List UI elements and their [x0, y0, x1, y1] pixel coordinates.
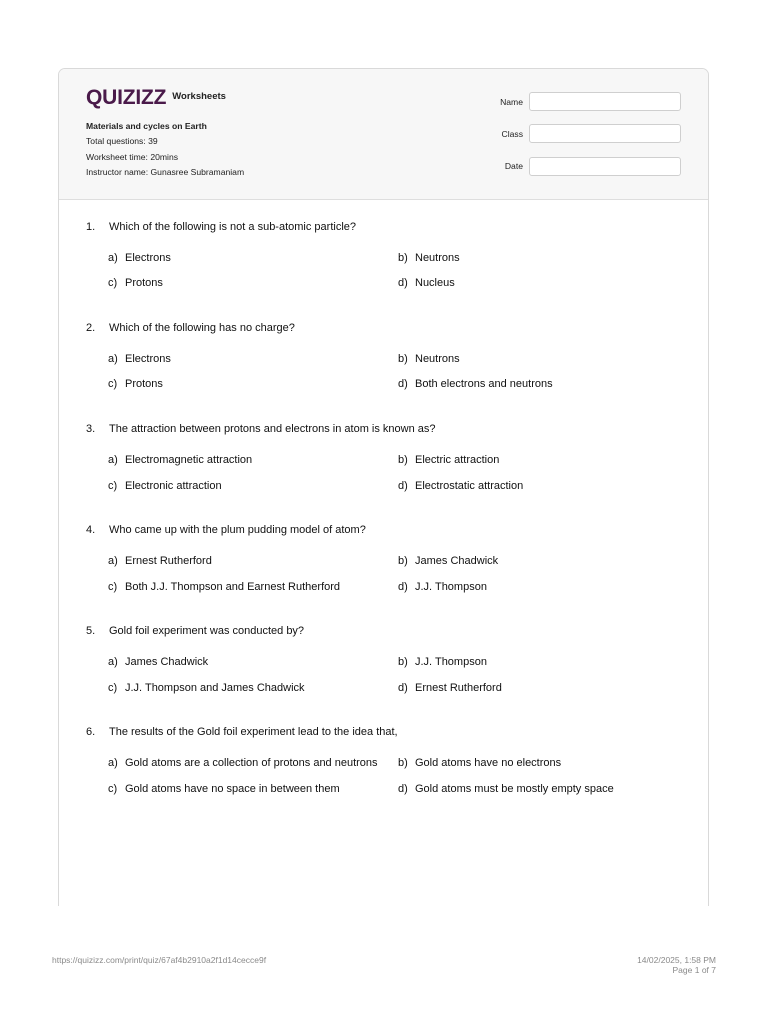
question-number: 5.	[86, 625, 96, 637]
question-number: 2.	[86, 322, 96, 334]
date-label: Date	[504, 161, 523, 171]
question-text: The results of the Gold foil experiment lead to the idea that,	[109, 726, 398, 738]
option-c: c) Both J.J. Thompson and Earnest Rutherford	[108, 581, 341, 593]
class-field[interactable]	[529, 124, 681, 143]
class-label: Class	[501, 129, 523, 139]
page-number: Page 1 of 7	[672, 965, 716, 975]
question-text: Which of the following has no charge?	[109, 322, 295, 334]
option-c: c) Gold atoms have no space in between them	[108, 783, 340, 795]
option-d: d) Nucleus	[398, 277, 455, 289]
option-a: a) Electrons	[108, 252, 171, 264]
total-questions: Total questions: 39	[86, 136, 158, 146]
question-text: The attraction between protons and electrons in atom is known as?	[109, 423, 436, 435]
question-6	[86, 725, 686, 796]
question-number: 3.	[86, 423, 96, 435]
option-d: d) J.J. Thompson	[398, 581, 487, 593]
question-5	[86, 624, 686, 695]
option-a: a) Gold atoms are a collection of protons and neutrons	[108, 757, 378, 769]
option-b: b) Electric attraction	[398, 454, 500, 466]
worksheet-time: Worksheet time: 20mins	[86, 151, 179, 162]
worksheet-header	[59, 69, 708, 200]
name-label: Name	[500, 97, 523, 107]
question-1	[86, 220, 686, 291]
option-c: c) Protons	[108, 378, 163, 390]
option-a: a) Ernest Rutherford	[108, 555, 212, 567]
option-b: b) J.J. Thompson	[398, 656, 487, 668]
option-a: a) James Chadwick	[108, 656, 209, 668]
print-footer-meta	[637, 955, 716, 975]
name-field[interactable]	[529, 92, 681, 111]
option-c: c) J.J. Thompson and James Chadwick	[108, 682, 305, 694]
worksheet-meta	[86, 121, 244, 183]
option-b: b) Gold atoms have no electrons	[398, 757, 562, 769]
option-c: c) Protons	[108, 277, 163, 289]
brand	[86, 87, 226, 109]
option-d: d) Ernest Rutherford	[398, 682, 502, 694]
print-url: https://quizizz.com/print/quiz/67af4b2910a2f1d14cecce9f	[52, 955, 267, 965]
option-d: d) Both electrons and neutrons	[398, 378, 553, 390]
question-3	[86, 422, 686, 493]
print-timestamp: 14/02/2025, 1:58 PM	[637, 955, 716, 965]
option-b: b) Neutrons	[398, 353, 460, 365]
worksheet-card	[58, 68, 709, 906]
question-2	[86, 321, 686, 392]
question-number: 6.	[86, 726, 96, 738]
option-c: c) Electronic attraction	[108, 480, 222, 492]
date-field[interactable]	[529, 157, 681, 176]
option-a: a) Electrons	[108, 353, 171, 365]
option-a: a) Electromagnetic attraction	[108, 454, 253, 466]
instructor-name: Instructor name: Gunasree Subramaniam	[86, 167, 245, 177]
question-4	[86, 523, 686, 594]
option-b: b) James Chadwick	[398, 555, 499, 567]
option-d: d) Gold atoms must be mostly empty space	[398, 783, 614, 795]
question-number: 4.	[86, 524, 96, 536]
option-d: d) Electrostatic attraction	[398, 480, 524, 492]
question-text: Gold foil experiment was conducted by?	[109, 625, 305, 637]
brand-tag: Worksheets	[172, 90, 226, 102]
option-b: b) Neutrons	[398, 252, 460, 264]
quizizz-logo: QUIZIZZ	[86, 86, 167, 109]
worksheet-title: Materials and cycles on Earth	[86, 121, 207, 131]
question-number: 1.	[86, 221, 96, 233]
question-text: Which of the following is not a sub-atomic particle?	[109, 221, 357, 233]
question-text: Who came up with the plum pudding model of atom?	[109, 524, 366, 536]
